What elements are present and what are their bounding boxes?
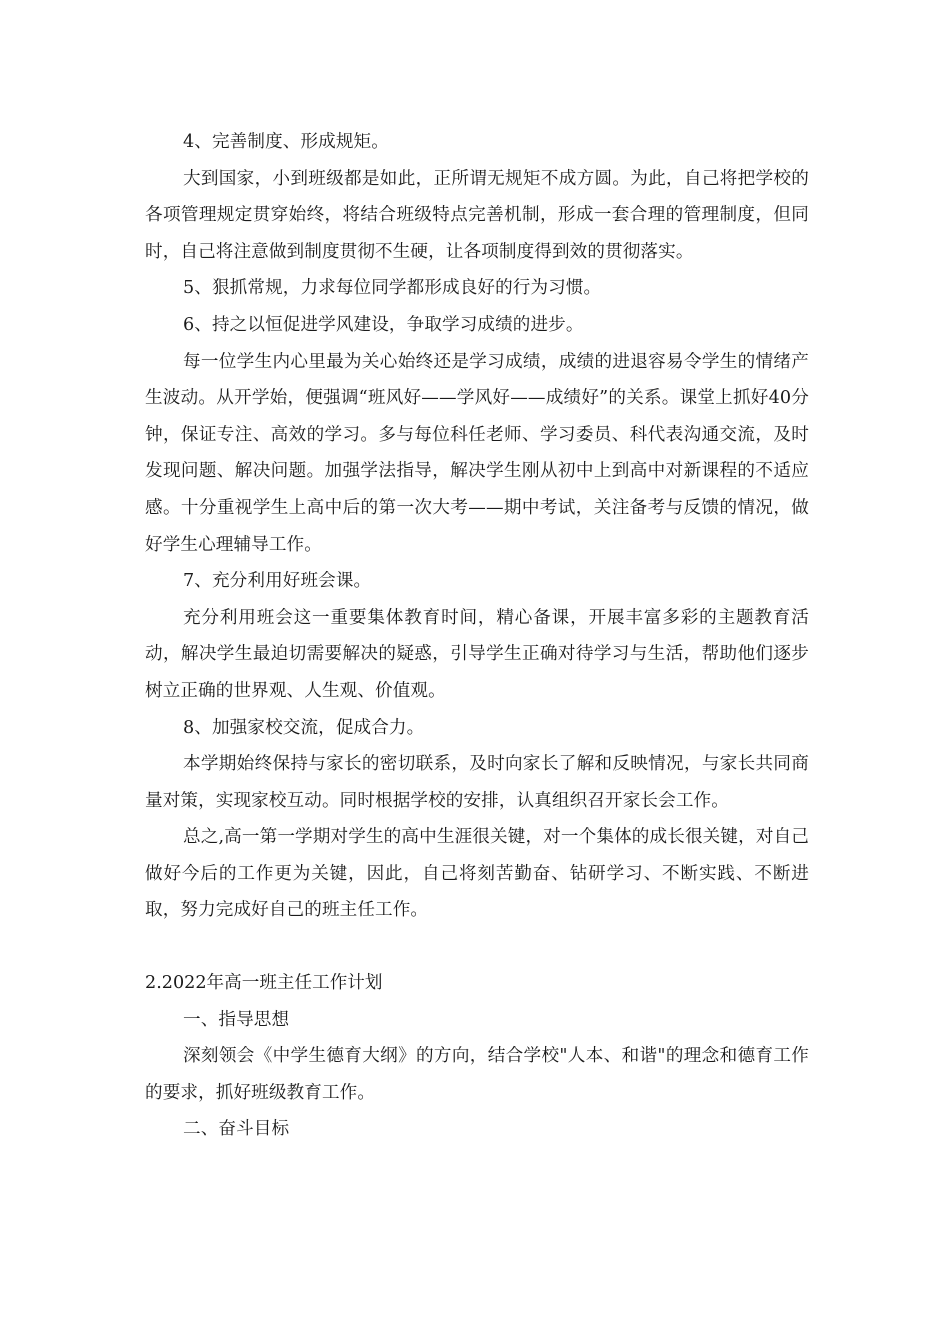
list-item-heading: 7、充分利用好班会课。	[183, 571, 372, 592]
list-item-heading: 8、加强家校交流，促成合力。	[183, 717, 425, 738]
body-paragraph: 充分利用班会这一重要集体教育时间，精心备课，开展丰富多彩的主题教育活动，解决学生最迫切需要解决的疑惑，引导学生正确对待学习与生活，帮助他们逐步树立正确的世界观、人生观、价值观。	[145, 607, 809, 701]
list-item-heading: 5、狠抓常规，力求每位同学都形成良好的行为习惯。	[183, 278, 602, 299]
document-body	[145, 124, 809, 1148]
list-item-heading: 6、持之以恒促进学风建设，争取学习成绩的进步。	[183, 314, 584, 335]
section-spacer	[145, 929, 809, 965]
list-item-heading: 二、奋斗目标	[183, 1119, 290, 1140]
body-paragraph: 深刻领会《中学生德育大纲》的方向，结合学校"人本、和谐"的理念和德育工作的要求，抓好班级教育工作。	[145, 1046, 809, 1103]
body-paragraph: 大到国家，小到班级都是如此，正所谓无规矩不成方圆。为此，自己将把学校的各项管理规定贯穿始终，将结合班级特点完善机制，形成一套合理的管理制度，但同时，自己将注意做到制度贯彻不生硬，让各项制度得到效的贯彻落实。	[145, 168, 809, 262]
list-item-heading: 4、完善制度、形成规矩。	[183, 132, 389, 152]
body-paragraph: 本学期始终保持与家长的密切联系，及时向家长了解和反映情况，与家长共同商量对策，实现家校互动。同时根据学校的安排，认真组织召开家长会工作。	[145, 754, 809, 811]
body-paragraph: 每一位学生内心里最为关心始终还是学习成绩，成绩的进退容易令学生的情绪产生波动。从开学始，便强调“班风好——学风好——成绩好”的关系。课堂上抓好40分钟，保证专注、高效的学习。多与每位科任老师、学习委员、科代表沟通交流，及时发现问题、解决问题。加强学法指导，解决学生刚从初中上到高中对新课程的不适应感。十分重视学生上高中后的第一次大考——期中考试，关注备考与反馈的情况，做好学生心理辅导工作。	[145, 351, 809, 555]
section-title: 2.2022年高一班主任工作计划	[145, 973, 383, 994]
list-item-heading: 一、指导思想	[183, 1009, 290, 1030]
conclusion-paragraph: 总之,高一第一学期对学生的高中生涯很关键，对一个集体的成长很关键，对自己做好今后的工作更为关键，因此，自己将刻苦勤奋、钻研学习、不断实践、不断进取，努力完成好自己的班主任工作。	[145, 827, 809, 921]
